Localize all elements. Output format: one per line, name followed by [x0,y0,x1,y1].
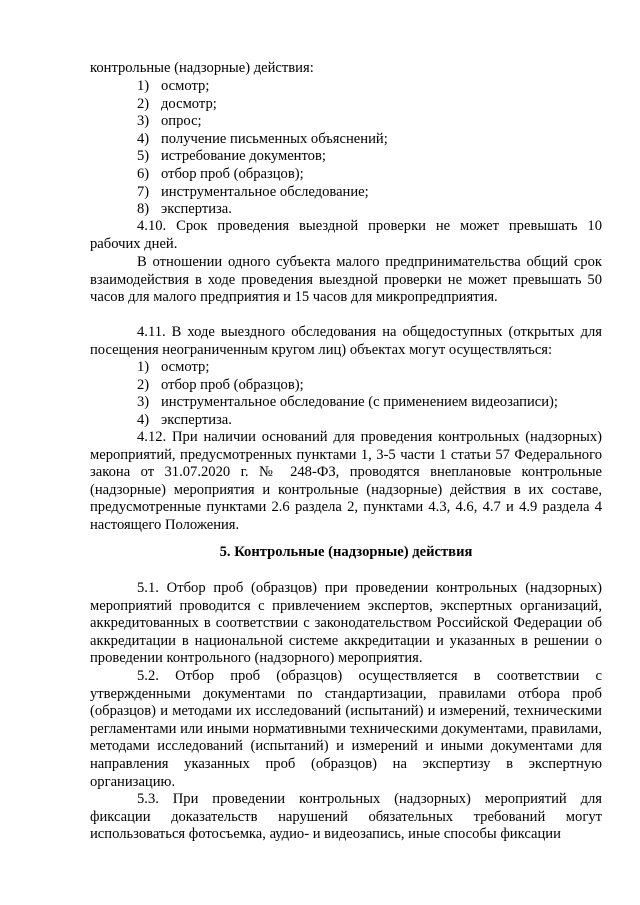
list-number: 7) [137,183,150,200]
list-item [137,201,602,219]
list-item [137,412,602,430]
list-text: опрос; [161,113,202,130]
list-text: осмотр; [161,359,210,375]
list-number: 2) [137,95,150,112]
list-number: 5) [137,148,150,165]
list-number: 1) [137,359,150,375]
list-text: осмотр; [161,78,210,94]
paragraph-4-11: 4.11. В ходе выездного обследования на общедоступных (открытых для посещения неограниченным кругом лиц) объектах могут осуществляться: [90,324,602,358]
paragraph-small-business: В отношении одного субъекта малого предпринимательства общий срок взаимодействия в ходе проведения выездной проверки не может превышать 50 часов для малого предприятия и 15 часов для микропредприятия. [90,254,602,306]
list-number: 3) [137,394,150,411]
paragraph-5-2: 5.2. Отбор проб (образцов) осуществляется в соответствии с утвержденными документами по стандартизации, правилами отбора проб (образцов) и методами их исследований (испытаний) и измерений, техническими регламентами или иными нормативными техническими документами, правилами, методами исследований (испытаний) и измерений и иными документами для направления указанных проб (образцов) на экспертизу в экспертную организацию. [90,668,602,790]
paragraph-4-12: 4.12. При наличии оснований для проведения контрольных (надзорных) мероприятий, предусмотренных пунктами 1, 3-5 части 1 статьи 57 Федерального закона от 31.07.2020 г. № 248-ФЗ, проводятся внеплановые контрольные (надзорные) мероприятия и контрольные (надзорные) действия в их составе, предусмотренные пунктами 2.6 раздела 2, пунктами 4.3, 4.6, 4.7 и 4.9 раздела 4 настоящего Положения. [90,429,602,533]
intro-line: контрольные (надзорные) действия: [90,60,314,76]
list-item [137,96,602,114]
list-item [137,184,602,202]
list-text: досмотр; [161,95,217,112]
list-text: отбор проб (образцов); [161,376,304,393]
list-number: 6) [137,165,150,182]
list-text: экспертиза. [161,201,232,218]
section-5-title: 5. Контрольные (надзорные) действия [219,544,473,560]
paragraph-5-1: 5.1. Отбор проб (образцов) при проведении контрольных (надзорных) мероприятий проводится с привлечением экспертов, экспертных организаций, аккредитованных в соответствии с законодательством Российской Федерации об аккредитации в национальной системе аккредитации и указанных в решении о проведении контрольного (надзорного) мероприятия. [90,580,602,667]
list-item [137,78,602,96]
list-item [137,166,602,184]
list-text: экспертиза. [161,411,232,428]
list-number: 4) [137,411,150,428]
list-item [137,131,602,149]
list-number: 1) [137,78,150,94]
inspection-actions-list [137,359,602,429]
list-text: отбор проб (образцов); [161,165,304,182]
list-item [137,359,602,377]
list-item [137,113,602,131]
list-number: 3) [137,113,150,130]
list-number: 2) [137,376,150,393]
actions-list [137,78,602,219]
list-text: истребование документов; [161,148,326,165]
list-item [137,148,602,166]
list-item [137,377,602,395]
list-text: инструментальное обследование; [161,183,369,200]
list-number: 4) [137,130,150,147]
paragraph-4-10: 4.10. Срок проведения выездной проверки не может превышать 10 рабочих дней. [90,218,602,252]
list-item [137,394,602,412]
paragraph-5-3: 5.3. При проведении контрольных (надзорных) мероприятий для фиксации доказательств нарушений обязательных требований могут использоваться фотосъемка, аудио- и видеозапись, иные способы фиксации [90,791,602,843]
list-text: инструментальное обследование (с применением видеозаписи); [161,394,558,411]
list-text: получение письменных объяснений; [161,130,388,147]
list-number: 8) [137,201,150,218]
